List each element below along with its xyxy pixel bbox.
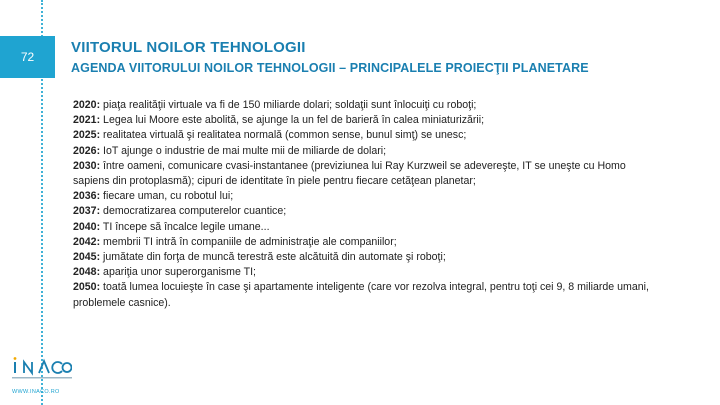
timeline-year: 2042: bbox=[73, 235, 101, 248]
timeline-item bbox=[73, 113, 658, 128]
timeline-text: între oameni, comunicare cvasi-instantanee (previziunea lui Ray Kurzweil se adevereşte, IT se uneşte cu Homo sapiens din protoplasmă); cipuri de identitate în piele pentru fiecare cetăţean planetar; bbox=[73, 159, 626, 188]
timeline-text: fiecare uman, cu robotul lui; bbox=[100, 190, 234, 203]
logo-tagline-graphic bbox=[12, 376, 72, 380]
timeline-item bbox=[73, 98, 658, 113]
slide-title: VIITORUL NOILOR TEHNOLOGII bbox=[71, 39, 306, 56]
timeline-year: 2020: bbox=[73, 99, 101, 111]
timeline-text: democratizarea computerelor cuantice; bbox=[100, 205, 287, 218]
timeline-text: realitatea virtuală şi realitatea normală (common sense, bunul simţ) se unesc; bbox=[100, 129, 467, 142]
timeline-item bbox=[73, 265, 658, 280]
timeline-year: 2021: bbox=[73, 114, 101, 127]
page-number: 72 bbox=[20, 50, 35, 64]
timeline-year: 2026: bbox=[73, 144, 101, 157]
timeline-item bbox=[73, 204, 658, 219]
timeline-year: 2037: bbox=[73, 205, 101, 218]
timeline-item bbox=[73, 128, 658, 143]
page-number-badge bbox=[0, 36, 55, 78]
timeline-text: IoT ajunge o industrie de mai multe mii de miliarde de dolari; bbox=[100, 144, 387, 157]
timeline-year: 2025: bbox=[73, 129, 101, 142]
timeline-text: jumătate din forţa de muncă terestră este alcătuită din automate şi roboţi; bbox=[100, 251, 446, 264]
timeline-year: 2040: bbox=[73, 220, 101, 233]
timeline-text: piaţa realităţii virtuale va fi de 150 miliarde dolari; soldaţii sunt înlocuiţi cu roboţi; bbox=[100, 99, 477, 111]
timeline-year: 2030: bbox=[73, 159, 101, 172]
timeline-item bbox=[73, 159, 658, 189]
timeline-text: toată lumea locuieşte în case şi apartamente inteligente (care vor rezolva integral, pentru toţi cei 9, 8 miliarde umani, problemele casnice). bbox=[73, 281, 649, 309]
slide-subtitle: AGENDA VIITORULUI NOILOR TEHNOLOGII – PRINCIPALELE PROIECŢII PLANETARE bbox=[71, 61, 589, 75]
website-url: WWW.INACO.RO bbox=[12, 389, 60, 395]
timeline-year: 2048: bbox=[73, 266, 101, 279]
timeline-item bbox=[73, 220, 658, 235]
timeline-item bbox=[73, 235, 658, 250]
inaco-logo bbox=[12, 356, 72, 376]
timeline-text: TI începe să încalce legile umane... bbox=[100, 220, 270, 233]
timeline-item bbox=[73, 250, 658, 265]
timeline-year: 2050: bbox=[73, 281, 101, 294]
timeline-item bbox=[73, 144, 658, 159]
timeline-year: 2036: bbox=[73, 190, 101, 203]
timeline-year: 2045: bbox=[73, 251, 101, 264]
timeline-text: apariţia unor superorganisme TI; bbox=[100, 266, 256, 279]
timeline-item bbox=[73, 189, 658, 204]
timeline-list bbox=[73, 98, 658, 311]
timeline-text: membrii TI intră în companiile de administraţie ale companiilor; bbox=[100, 235, 397, 248]
timeline-item bbox=[73, 280, 658, 310]
timeline-text: Legea lui Moore este abolită, se ajunge la un fel de barieră în calea miniaturizării; bbox=[100, 114, 485, 127]
